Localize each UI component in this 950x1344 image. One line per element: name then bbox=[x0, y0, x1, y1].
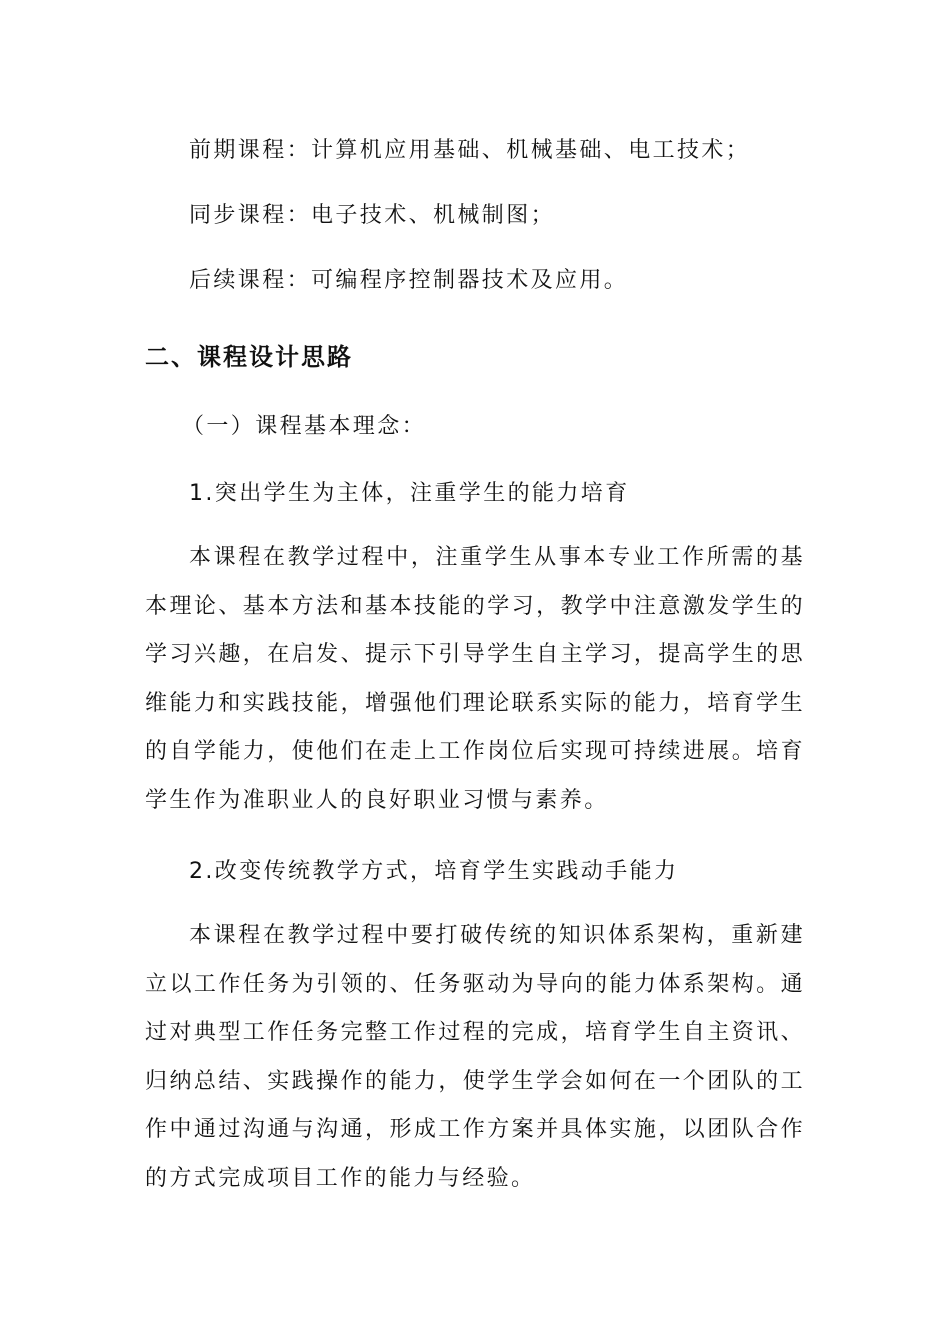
item-1-title: 1.突出学生为主体，注重学生的能力培育 bbox=[189, 481, 630, 506]
item-2-title: 2.改变传统教学方式，培育学生实践动手能力 bbox=[189, 859, 679, 884]
subsection-heading: （一）课程基本理念： bbox=[182, 414, 427, 439]
item-2-paragraph: 本课程在教学过程中要打破传统的知识体系架构，重新建立以工作任务为引领的、任务驱动为导向的能力体系架构。通过对典型工作任务完整工作过程的完成，培育学生自主资讯、归纳总结、实践操作的能力，使学生学会如何在一个团队的工作中通过沟通与沟通，形成工作方案并具体实施，以团队合作的方式完成项目工作的能力与经验。 bbox=[145, 923, 805, 1191]
prior-courses-line: 前期课程：计算机应用基础、机械基础、电工技术； bbox=[189, 138, 751, 163]
subsequent-courses-line: 后续课程：可编程序控制器技术及应用。 bbox=[189, 268, 629, 293]
concurrent-courses-line: 同步课程：电子技术、机械制图； bbox=[189, 203, 556, 228]
item-1-paragraph: 本课程在教学过程中，注重学生从事本专业工作所需的基本理论、基本方法和基本技能的学习，教学中注意激发学生的学习兴趣，在启发、提示下引导学生自主学习，提高学生的思维能力和实践技能，增强他们理论联系实际的能力，培育学生的自学能力，使他们在走上工作岗位后实现可持续进展。培育学生作为准职业人的良好职业习惯与素养。 bbox=[145, 545, 805, 813]
section-heading: 二、课程设计思路 bbox=[145, 343, 353, 371]
